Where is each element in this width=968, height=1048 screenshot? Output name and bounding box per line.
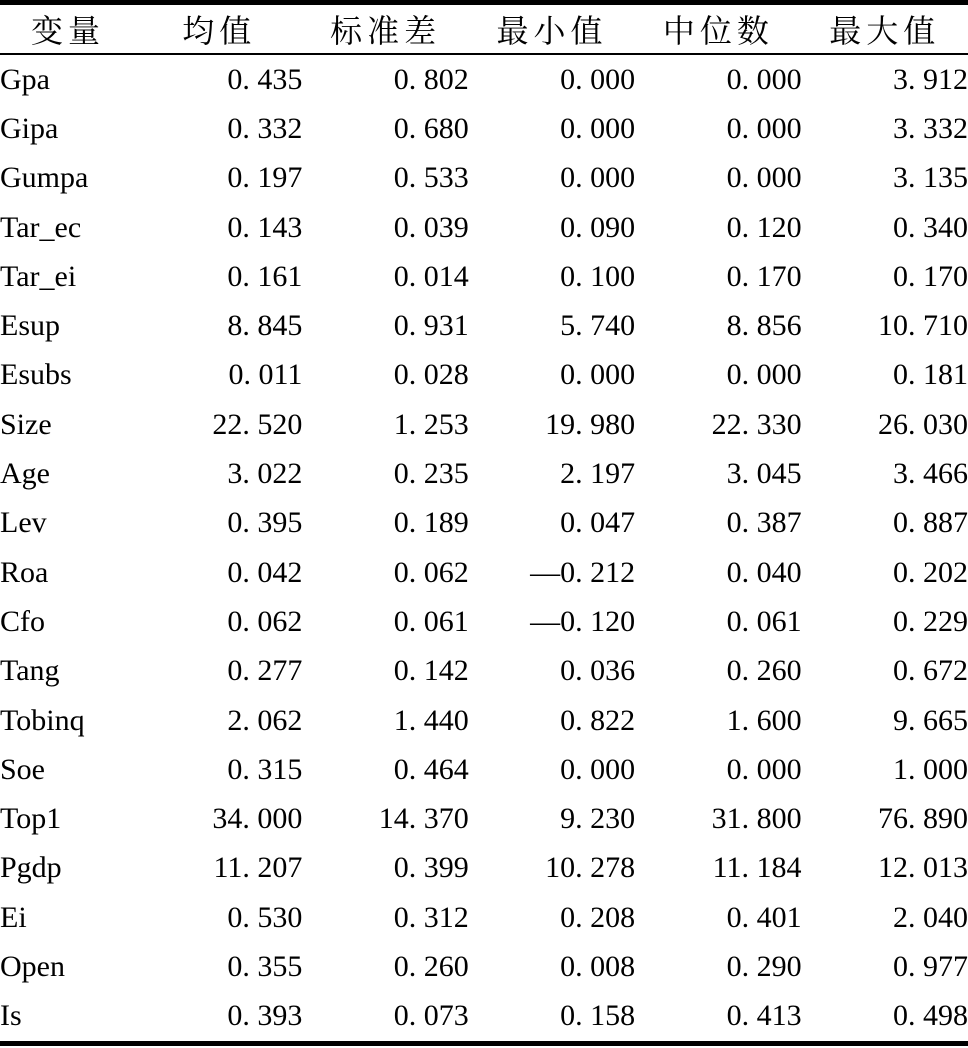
value-cell: 10. 710 — [878, 309, 968, 343]
column-header-median: 中位数 — [635, 3, 801, 55]
value-cell: 0. 260 — [726, 654, 802, 688]
value-cell: 0. 000 — [726, 111, 802, 145]
value-cell: 0. 202 — [893, 555, 968, 589]
value-cell: 0. 000 — [726, 358, 802, 392]
table-row — [0, 992, 968, 1044]
value-cell: 9. 665 — [893, 703, 968, 737]
variable-cell: Is — [0, 999, 22, 1033]
value-cell: 11. 207 — [213, 851, 303, 885]
value-cell: 3. 332 — [893, 111, 968, 145]
value-cell: 0. 387 — [726, 506, 802, 540]
variable-cell: Esup — [0, 309, 60, 343]
variable-cell: Gpa — [0, 62, 50, 96]
value-cell: 0. 161 — [227, 259, 303, 293]
value-cell: 0. 399 — [393, 851, 469, 885]
value-cell: 0. 355 — [227, 949, 303, 983]
value-cell: 0. 073 — [393, 999, 469, 1033]
table-row — [0, 794, 968, 843]
header-row — [0, 3, 968, 55]
value-cell: 3. 912 — [893, 62, 968, 96]
value-cell: 0. 680 — [393, 111, 469, 145]
value-cell: 14. 370 — [378, 802, 469, 836]
value-cell: 0. 061 — [393, 604, 469, 638]
variable-cell: Ei — [0, 900, 27, 934]
value-cell: 0. 413 — [726, 999, 802, 1033]
table-row — [0, 351, 968, 400]
variable-cell: Cfo — [0, 604, 45, 638]
value-cell: 0. 000 — [560, 161, 636, 195]
value-cell: 0. 090 — [560, 210, 636, 244]
value-cell: 22. 330 — [711, 407, 802, 441]
table-row — [0, 252, 968, 301]
table-body — [0, 54, 968, 1043]
value-cell: 26. 030 — [878, 407, 968, 441]
value-cell: 0. 061 — [726, 604, 802, 638]
value-cell: 0. 197 — [227, 161, 303, 195]
value-cell: 0. 435 — [227, 62, 303, 96]
table-row — [0, 301, 968, 350]
value-cell: 0. 340 — [893, 210, 968, 244]
value-cell: 0. 100 — [560, 259, 636, 293]
value-cell: 0. 000 — [560, 62, 636, 96]
variable-cell: Lev — [0, 506, 47, 540]
value-cell: 0. 062 — [393, 555, 469, 589]
table-row — [0, 844, 968, 893]
value-cell: 0. 533 — [393, 161, 469, 195]
value-cell: 0. 401 — [726, 900, 802, 934]
variable-cell: Tar_ec — [0, 210, 82, 244]
table-row — [0, 54, 968, 104]
value-cell: 1. 600 — [726, 703, 802, 737]
table-row — [0, 154, 968, 203]
value-cell: 0. 290 — [726, 949, 802, 983]
value-cell: 0. 393 — [227, 999, 303, 1033]
variable-cell: Tar_ei — [0, 259, 77, 293]
variable-cell: Pgdp — [0, 851, 62, 885]
value-cell: 1. 440 — [393, 703, 469, 737]
value-cell: 19. 980 — [545, 407, 636, 441]
value-cell: 0. 170 — [726, 259, 802, 293]
value-cell: 0. 014 — [393, 259, 469, 293]
value-cell: 10. 278 — [545, 851, 636, 885]
value-cell: 0. 498 — [893, 999, 968, 1033]
table-row — [0, 104, 968, 153]
column-header-mean: 均值 — [136, 3, 302, 55]
value-cell: 0. 315 — [227, 752, 303, 786]
variable-cell: Size — [0, 407, 52, 441]
value-cell: 3. 135 — [893, 161, 968, 195]
variable-cell: Roa — [0, 555, 49, 589]
value-cell: 0. 120 — [726, 210, 802, 244]
value-cell: 0. 229 — [893, 604, 968, 638]
value-cell: 0. 039 — [393, 210, 469, 244]
value-cell: 3. 466 — [893, 457, 968, 491]
value-cell: 0. 036 — [560, 654, 636, 688]
value-cell: 0. 189 — [393, 506, 469, 540]
value-cell: 0. 000 — [726, 62, 802, 96]
value-cell: 0. 277 — [227, 654, 303, 688]
value-cell: 0. 802 — [393, 62, 469, 96]
value-cell: 76. 890 — [878, 802, 968, 836]
table-header — [0, 3, 968, 55]
value-cell: 0. 000 — [560, 358, 636, 392]
value-cell: 0. 062 — [227, 604, 303, 638]
value-cell: 0. 395 — [227, 506, 303, 540]
column-header-variable: 变量 — [0, 3, 136, 55]
value-cell: 0. 000 — [560, 752, 636, 786]
variable-cell: Top1 — [0, 802, 62, 836]
value-cell: 1. 000 — [893, 752, 968, 786]
value-cell: 2. 197 — [560, 457, 636, 491]
column-header-sd: 标准差 — [302, 3, 468, 55]
value-cell: 2. 062 — [227, 703, 303, 737]
column-header-min: 最小值 — [469, 3, 635, 55]
value-cell: 0. 464 — [393, 752, 469, 786]
variable-cell: Open — [0, 949, 65, 983]
value-cell: 0. 208 — [560, 900, 636, 934]
value-cell: 0. 008 — [560, 949, 636, 983]
value-cell: 0. 040 — [726, 555, 802, 589]
value-cell: 22. 520 — [212, 407, 303, 441]
variable-cell: Gumpa — [0, 161, 89, 195]
variable-cell: Esubs — [0, 358, 72, 392]
value-cell: 0. 931 — [393, 309, 469, 343]
value-cell: 0. 170 — [893, 259, 968, 293]
value-cell: 0. 977 — [893, 949, 968, 983]
table-row — [0, 647, 968, 696]
value-cell: 34. 000 — [212, 802, 303, 836]
value-cell: 0. 822 — [560, 703, 636, 737]
value-cell: 0. 672 — [893, 654, 968, 688]
value-cell: 0. 000 — [560, 111, 636, 145]
value-cell: 0. 887 — [893, 506, 968, 540]
table-row — [0, 449, 968, 498]
table-row — [0, 400, 968, 449]
variable-cell: Tobinq — [0, 703, 85, 737]
value-cell: 9. 230 — [560, 802, 636, 836]
table-row — [0, 597, 968, 646]
value-cell: 12. 013 — [878, 851, 968, 885]
table-row — [0, 942, 968, 991]
value-cell: 0. 181 — [893, 358, 968, 392]
value-cell: 8. 845 — [227, 309, 303, 343]
value-cell: —0. 212 — [530, 555, 636, 589]
variable-cell: Soe — [0, 752, 45, 786]
value-cell: 0. 011 — [228, 358, 303, 392]
table-row — [0, 548, 968, 597]
table-row — [0, 893, 968, 942]
value-cell: 0. 260 — [393, 949, 469, 983]
value-cell: 0. 042 — [227, 555, 303, 589]
value-cell: 0. 332 — [227, 111, 303, 145]
value-cell: 0. 028 — [393, 358, 469, 392]
value-cell: 5. 740 — [560, 309, 636, 343]
value-cell: 0. 000 — [726, 161, 802, 195]
value-cell: 31. 800 — [711, 802, 802, 836]
table-row — [0, 499, 968, 548]
value-cell: 11. 184 — [712, 851, 802, 885]
value-cell: 0. 047 — [560, 506, 636, 540]
value-cell: 3. 045 — [726, 457, 802, 491]
variable-cell: Age — [0, 457, 50, 491]
value-cell: 2. 040 — [893, 900, 968, 934]
value-cell: 0. 312 — [393, 900, 469, 934]
value-cell: 3. 022 — [227, 457, 303, 491]
table-row — [0, 696, 968, 745]
variable-cell: Gipa — [0, 111, 59, 145]
variable-cell: Tang — [0, 654, 60, 688]
value-cell: 0. 235 — [393, 457, 469, 491]
value-cell: —0. 120 — [530, 604, 636, 638]
value-cell: 1. 253 — [393, 407, 469, 441]
value-cell: 8. 856 — [726, 309, 802, 343]
value-cell: 0. 143 — [227, 210, 303, 244]
column-header-max: 最大值 — [802, 3, 968, 55]
table-row — [0, 745, 968, 794]
value-cell: 0. 158 — [560, 999, 636, 1033]
value-cell: 0. 142 — [393, 654, 469, 688]
value-cell: 0. 000 — [726, 752, 802, 786]
value-cell: 0. 530 — [227, 900, 303, 934]
table-row — [0, 203, 968, 252]
